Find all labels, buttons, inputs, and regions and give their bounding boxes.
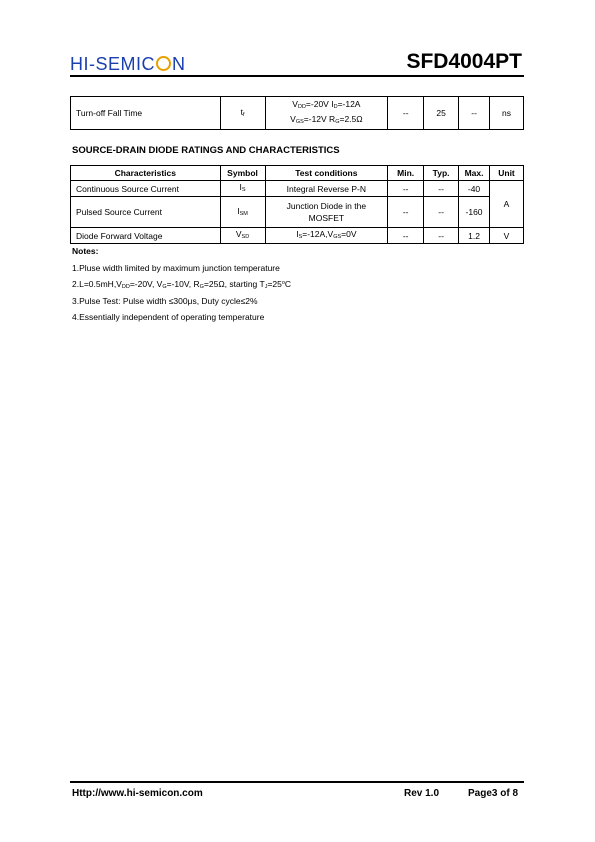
min-cell: --	[388, 181, 424, 197]
condition-line-2	[268, 113, 386, 128]
symbol-text: I	[237, 205, 240, 216]
cond-subscript: G	[335, 119, 340, 125]
note-text: =-20V, V	[129, 279, 163, 289]
conditions-cell: Integral Reverse P-N	[265, 181, 388, 197]
typ-cell: --	[424, 181, 459, 197]
cond-text: V	[292, 99, 298, 109]
max-cell: 1.2	[459, 228, 490, 244]
symbol-subscript: f	[242, 111, 245, 118]
note-subscript: DD	[121, 284, 130, 290]
characteristic-cell: Turn-off Fall Time	[71, 97, 221, 130]
header-conditions: Test conditions	[265, 166, 388, 181]
header-typ: Typ.	[424, 166, 459, 181]
cond-text: =-20V I	[305, 99, 334, 109]
max-cell: -40	[459, 181, 490, 197]
header-unit: Unit	[490, 166, 524, 181]
symbol-cell	[220, 197, 265, 228]
note-text: =25Ω, starting T	[203, 279, 265, 289]
header-max: Max.	[459, 166, 490, 181]
note-subscript: G	[162, 284, 167, 290]
footer-page-number: Page3 of 8	[468, 788, 519, 799]
min-cell: --	[388, 197, 424, 228]
cond-subscript: S	[298, 234, 303, 240]
note-subscript: J	[264, 284, 268, 290]
symbol-cell	[220, 228, 265, 244]
part-number: SFD4004PT	[406, 50, 522, 73]
cond-text: =-12A,V	[302, 229, 334, 239]
diode-ratings-table	[70, 165, 524, 244]
cond-text: =0V	[341, 229, 357, 239]
logo-text-part1: HI-SEMIC	[70, 54, 155, 74]
footer-url: Http://www.hi-semicon.com	[72, 788, 203, 799]
symbol-text: V	[235, 229, 242, 239]
cond-text: =2.5Ω	[339, 114, 363, 124]
table-row	[71, 197, 524, 228]
company-logo	[70, 54, 186, 75]
section-title: SOURCE-DRAIN DIODE RATINGS AND CHARACTERISTICS	[72, 145, 340, 156]
note-text: C	[284, 279, 292, 289]
table-row	[71, 181, 524, 197]
header-symbol: Symbol	[220, 166, 265, 181]
note-superscript: o	[281, 280, 285, 286]
notes-title: Notes:	[72, 246, 99, 256]
symbol-subscript: S	[241, 187, 246, 193]
min-cell: --	[388, 228, 424, 244]
conditions-cell	[265, 197, 388, 228]
symbol-cell	[220, 97, 265, 130]
table-row	[71, 228, 524, 244]
symbol-subscript: SM	[239, 210, 248, 217]
characteristic-cell: Continuous Source Current	[71, 181, 221, 197]
symbol-cell	[220, 181, 265, 197]
note-subscript: G	[199, 284, 204, 290]
max-cell: --	[459, 97, 490, 130]
note-1: 1.Pluse width limited by maximum junction temperature	[72, 263, 280, 273]
max-cell: -160	[459, 197, 490, 228]
characteristic-cell: Pulsed Source Current	[71, 197, 221, 228]
header-characteristics: Characteristics	[71, 166, 221, 181]
cond-subscript: GS	[295, 119, 304, 125]
symbol-subscript: SD	[241, 234, 250, 240]
notes-section	[72, 246, 291, 328]
table-row	[71, 97, 524, 130]
header-min: Min.	[388, 166, 424, 181]
table-header-row	[71, 166, 524, 181]
conditions-cell	[265, 97, 388, 130]
condition-line-1: Junction Diode in the	[286, 201, 367, 211]
note-3: 3.Pulse Test: Pulse width ≤300μs, Duty cycle≤2%	[72, 296, 258, 306]
footer-divider	[70, 781, 524, 783]
conditions-cell	[265, 228, 388, 244]
min-cell: --	[388, 97, 424, 130]
note-text: =25	[267, 279, 282, 289]
switching-table	[70, 96, 524, 130]
typ-cell: 25	[424, 97, 459, 130]
symbol-text: I	[239, 182, 242, 192]
cond-text: =-12V R	[303, 114, 336, 124]
note-text: 2.L=0.5mH,V	[72, 279, 122, 289]
note-text: =-10V, R	[166, 279, 200, 289]
unit-cell: V	[490, 228, 524, 244]
condition-line-2: MOSFET	[308, 213, 345, 223]
typ-cell: --	[424, 228, 459, 244]
note-2	[72, 279, 291, 290]
unit-cell: A	[490, 181, 524, 228]
header-divider	[70, 75, 524, 77]
symbol-text: t	[240, 106, 243, 117]
cond-subscript: D	[333, 104, 338, 110]
note-4: 4.Essentially independent of operating temperature	[72, 312, 265, 322]
typ-cell: --	[424, 197, 459, 228]
logo-text-part2: N	[172, 54, 186, 74]
condition-line-1	[268, 98, 386, 113]
logo-ring-icon	[156, 56, 171, 71]
cond-text: V	[290, 114, 296, 124]
cond-subscript: DD	[297, 104, 306, 110]
cond-subscript: GS	[333, 234, 342, 240]
characteristic-cell: Diode Forward Voltage	[71, 228, 221, 244]
footer-revision: Rev 1.0	[404, 788, 440, 799]
unit-cell: ns	[490, 97, 524, 130]
cond-text: =-12A	[337, 99, 361, 109]
cond-text: I	[296, 229, 299, 239]
